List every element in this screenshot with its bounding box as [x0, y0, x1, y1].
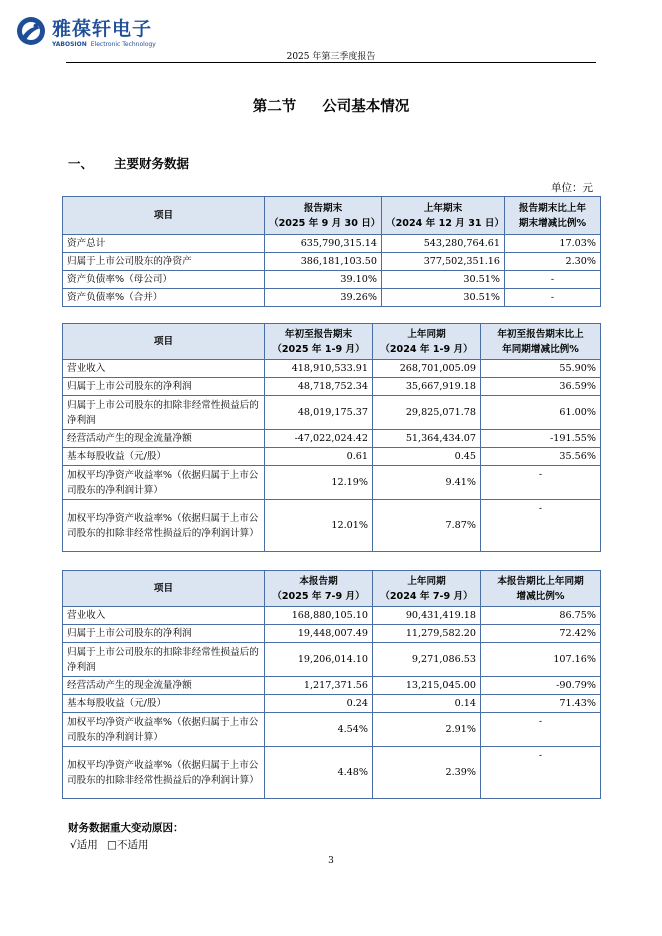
table-cell: 35.56% [481, 448, 601, 466]
report-header: 2025 年第三季度报告 [286, 52, 376, 62]
table-cell: 12.01% [265, 500, 373, 552]
table-cell: -47,022,024.42 [265, 430, 373, 448]
unit-label: 单位：元 [551, 182, 593, 194]
row-label: 营业收入 [63, 360, 265, 378]
table-row [63, 500, 601, 552]
table-cell: 386,181,103.50 [265, 253, 382, 271]
table-row [63, 235, 601, 253]
balance-sheet-table [62, 196, 601, 307]
table-cell: 86.75% [481, 607, 601, 625]
table-cell: -90.79% [481, 677, 601, 695]
table-cell: 268,701,005.09 [373, 360, 481, 378]
table-cell: 4.48% [265, 747, 373, 799]
row-label: 归属于上市公司股东的扣除非经常性损益后的净利润 [63, 396, 265, 430]
row-label: 经营活动产生的现金流量净额 [63, 430, 265, 448]
table-cell: - [505, 271, 601, 289]
row-label: 资产总计 [63, 235, 265, 253]
table-row [63, 253, 601, 271]
table-cell: 168,880,105.10 [265, 607, 373, 625]
column-header: 年初至报告期末 （2025 年 1-9 月） [265, 324, 373, 360]
applicability-options [70, 837, 148, 852]
table-cell: - [505, 289, 601, 307]
row-label: 归属于上市公司股东的净利润 [63, 378, 265, 396]
column-header: 项目 [63, 197, 265, 235]
table-cell: 377,502,351.16 [382, 253, 505, 271]
table-cell: 35,667,919.18 [373, 378, 481, 396]
page-number: 3 [328, 856, 334, 866]
column-header: 上年期末 （2024 年 12 月 31 日） [382, 197, 505, 235]
table-cell: 71.43% [481, 695, 601, 713]
column-header: 项目 [63, 324, 265, 360]
logo-mark-icon [16, 16, 46, 46]
column-header: 上年同期 （2024 年 7-9 月） [373, 571, 481, 607]
table-row [63, 289, 601, 307]
row-label: 资产负债率%（合并） [63, 289, 265, 307]
table-cell: 39.10% [265, 271, 382, 289]
table-row [63, 448, 601, 466]
table-cell: 9,271,086.53 [373, 643, 481, 677]
row-label: 归属于上市公司股东的净利润 [63, 625, 265, 643]
column-header: 项目 [63, 571, 265, 607]
table-cell: - [481, 500, 601, 552]
subsection-title: 一、 主要财务数据 [68, 156, 190, 171]
table-row [63, 396, 601, 430]
table-row [63, 643, 601, 677]
row-label: 加权平均净资产收益率%（依据归属于上市公司股东的净利润计算） [63, 466, 265, 500]
table-cell: 51,364,434.07 [373, 430, 481, 448]
table-cell: 635,790,315.14 [265, 235, 382, 253]
table-row [63, 695, 601, 713]
table-cell: 7.87% [373, 500, 481, 552]
table-row [63, 360, 601, 378]
table-cell: 39.26% [265, 289, 382, 307]
column-header: 报告期末 （2025 年 9 月 30 日） [265, 197, 382, 235]
not-applicable-option: □不适用 [107, 839, 149, 851]
row-label: 归属于上市公司股东的净资产 [63, 253, 265, 271]
company-logo [16, 14, 156, 54]
quarter-income-table [62, 570, 601, 799]
table-cell: 55.90% [481, 360, 601, 378]
table-cell: -191.55% [481, 430, 601, 448]
table-cell: 11,279,582.20 [373, 625, 481, 643]
row-label: 基本每股收益（元/股） [63, 695, 265, 713]
table-row [63, 430, 601, 448]
table-cell: 90,431,419.18 [373, 607, 481, 625]
table-cell: 2.30% [505, 253, 601, 271]
table-row [63, 466, 601, 500]
table-cell: - [481, 747, 601, 799]
ytd-income-table [62, 323, 601, 552]
table-cell: 1,217,371.56 [265, 677, 373, 695]
table-cell: 2.39% [373, 747, 481, 799]
table-cell: 61.00% [481, 396, 601, 430]
table-row [63, 271, 601, 289]
table-cell: 2.91% [373, 713, 481, 747]
table-cell: 0.14 [373, 695, 481, 713]
table-cell: 36.59% [481, 378, 601, 396]
table-cell: - [481, 466, 601, 500]
row-label: 资产负债率%（母公司） [63, 271, 265, 289]
table-cell: 72.42% [481, 625, 601, 643]
table-cell: 30.51% [382, 289, 505, 307]
row-label: 加权平均净资产收益率%（依据归属于上市公司股东的净利润计算） [63, 713, 265, 747]
logo-name-cn: 雅葆轩电子 [52, 18, 153, 40]
row-label: 加权平均净资产收益率%（依据归属于上市公司股东的扣除非经常性损益后的净利润计算） [63, 747, 265, 799]
table-row [63, 625, 601, 643]
column-header: 本报告期比上年同期 增减比例% [481, 571, 601, 607]
table-cell: 29,825,071.78 [373, 396, 481, 430]
row-label: 经营活动产生的现金流量净额 [63, 677, 265, 695]
row-label: 归属于上市公司股东的扣除非经常性损益后的净利润 [63, 643, 265, 677]
table-cell: 0.61 [265, 448, 373, 466]
header-divider [66, 62, 596, 63]
table-cell: 4.54% [265, 713, 373, 747]
table-cell: 17.03% [505, 235, 601, 253]
applicable-option: √适用 [70, 839, 98, 851]
row-label: 加权平均净资产收益率%（依据归属于上市公司股东的扣除非经常性损益后的净利润计算） [63, 500, 265, 552]
table-cell: 13,215,045.00 [373, 677, 481, 695]
row-label: 基本每股收益（元/股） [63, 448, 265, 466]
row-label: 营业收入 [63, 607, 265, 625]
logo-name-en: YABOSION Electronic Technology [52, 41, 156, 48]
table-cell: 543,280,764.61 [382, 235, 505, 253]
column-header: 报告期末比上年 期末增减比例% [505, 197, 601, 235]
column-header: 年初至报告期末比上 年同期增减比例% [481, 324, 601, 360]
table-row [63, 607, 601, 625]
table-cell: 418,910,533.91 [265, 360, 373, 378]
table-cell: 48,718,752.34 [265, 378, 373, 396]
column-header: 本报告期 （2025 年 7-9 月） [265, 571, 373, 607]
notes-title: 财务数据重大变动原因： [68, 822, 184, 834]
column-header: 上年同期 （2024 年 1-9 月） [373, 324, 481, 360]
table-row [63, 677, 601, 695]
table-cell: 12.19% [265, 466, 373, 500]
table-row [63, 747, 601, 799]
table-cell: - [481, 713, 601, 747]
table-row [63, 713, 601, 747]
table-cell: 19,206,014.10 [265, 643, 373, 677]
table-cell: 0.45 [373, 448, 481, 466]
table-row [63, 378, 601, 396]
table-cell: 19,448,007.49 [265, 625, 373, 643]
section-title: 第二节 公司基本情况 [252, 99, 410, 115]
table-cell: 107.16% [481, 643, 601, 677]
table-cell: 30.51% [382, 271, 505, 289]
table-cell: 0.24 [265, 695, 373, 713]
table-cell: 9.41% [373, 466, 481, 500]
table-cell: 48,019,175.37 [265, 396, 373, 430]
